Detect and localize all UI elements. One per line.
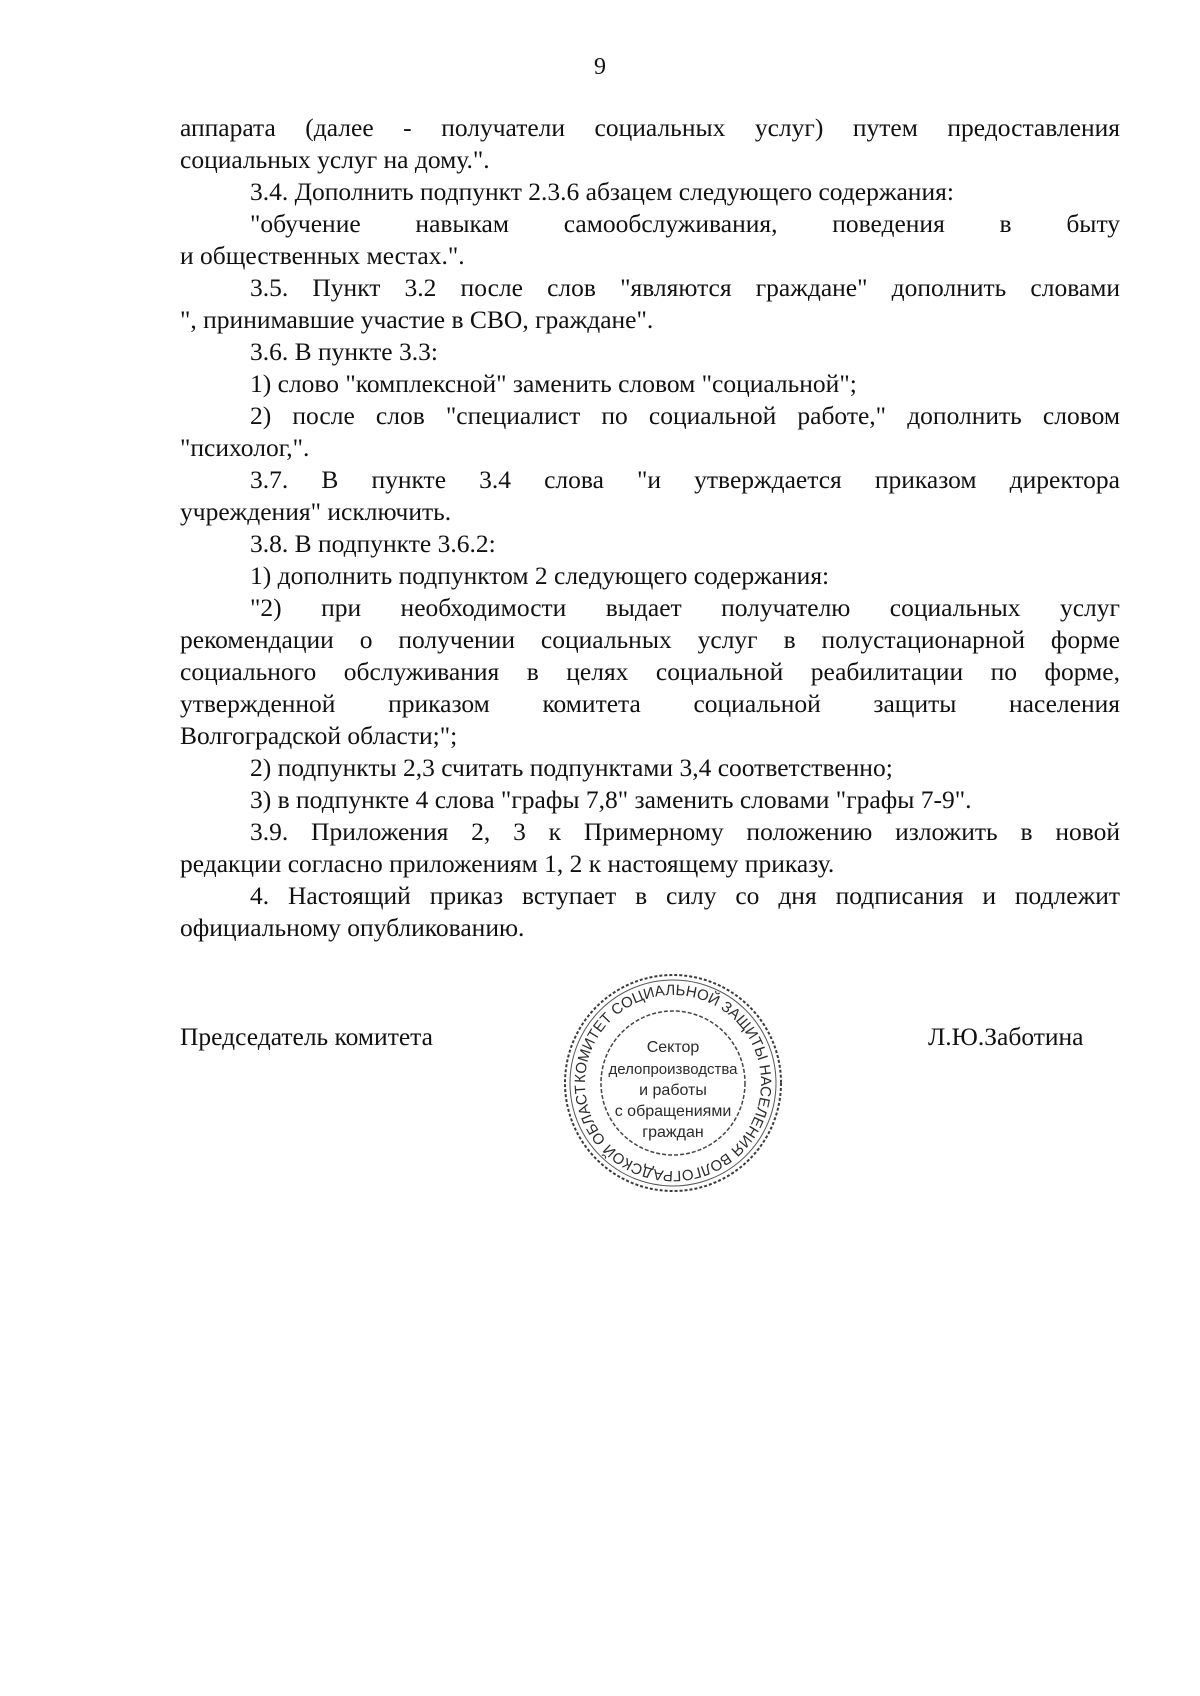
text-line: 1) слово "комплексной" заменить словом "социальной"; xyxy=(250,369,857,398)
text-line: учреждения" исключить. xyxy=(180,497,452,526)
text-line: Волгоградской области;"; xyxy=(180,721,458,750)
stamp-center-line: граждан xyxy=(642,1124,704,1141)
text-line: рекомендации о получении социальных услуг в полустационарной форме xyxy=(180,625,1120,654)
stamp-ring-text: КОМИТЕТ СОЦИАЛЬНОЙ ЗАЩИТЫ НАСЕЛЕНИЯ ВОЛГОГРАДСКОЙ ОБЛАСТ xyxy=(571,981,775,1185)
text-line: 3) в подпункте 4 слова "графы 7,8" заменить словами "графы 7-9". xyxy=(250,785,972,814)
signatory-name: Л.Ю.Заботина xyxy=(928,1022,1084,1051)
text-line: 2) после слов "специалист по социальной работе," дополнить словом xyxy=(250,401,1120,430)
text-line: 3.7. В пункте 3.4 слова "и утверждается приказом директора xyxy=(250,465,1120,494)
page-number: 9 xyxy=(594,54,606,80)
text-line: ", принимавшие участие в СВО, граждане". xyxy=(180,305,654,334)
stamp-center-line: и работы xyxy=(639,1082,707,1099)
text-line: официальному опубликованию. xyxy=(180,913,525,942)
text-line: 3.9. Приложения 2, 3 к Примерному положению изложить в новой xyxy=(250,817,1120,846)
text-line: 1) дополнить подпунктом 2 следующего содержания: xyxy=(250,561,830,590)
text-line: 3.6. В пункте 3.3: xyxy=(250,337,438,366)
text-line: 3.4. Дополнить подпункт 2.3.6 абзацем следующего содержания: xyxy=(250,177,954,206)
official-stamp xyxy=(558,968,788,1198)
text-line: социального обслуживания в целях социальной реабилитации по форме, xyxy=(180,657,1120,686)
text-line: "2) при необходимости выдает получателю социальных услуг xyxy=(250,593,1120,622)
text-line: 2) подпункты 2,3 считать подпунктами 3,4 соответственно; xyxy=(250,753,893,782)
text-line: утвержденной приказом комитета социальной защиты населения xyxy=(180,689,1120,718)
text-line: 3.5. Пункт 3.2 после слов "являются граждане" дополнить словами xyxy=(250,273,1120,302)
stamp-seal xyxy=(558,968,788,1198)
text-line: аппарата (далее - получатели социальных услуг) путем предоставления xyxy=(180,113,1120,142)
text-line: 4. Настоящий приказ вступает в силу со дня подписания и подлежит xyxy=(250,881,1120,910)
text-line: социальных услуг на дому.". xyxy=(180,145,490,174)
signatory-title: Председатель комитета xyxy=(180,1022,433,1051)
stamp-center-line: Сектор xyxy=(646,1039,700,1056)
text-line: "психолог,". xyxy=(180,433,310,462)
text-line: 3.8. В подпункте 3.6.2: xyxy=(250,529,496,558)
stamp-center-line: с обращениями xyxy=(614,1103,732,1120)
document-body xyxy=(180,112,1120,944)
text-line: и общественных местах.". xyxy=(180,241,465,270)
stamp-center-line: делопроизводства xyxy=(608,1061,738,1078)
text-line: "обучение навыкам самообслуживания, поведения в быту xyxy=(250,209,1120,238)
stamp-center-text xyxy=(608,1039,738,1141)
text-line: редакции согласно приложениям 1, 2 к настоящему приказу. xyxy=(180,849,835,878)
